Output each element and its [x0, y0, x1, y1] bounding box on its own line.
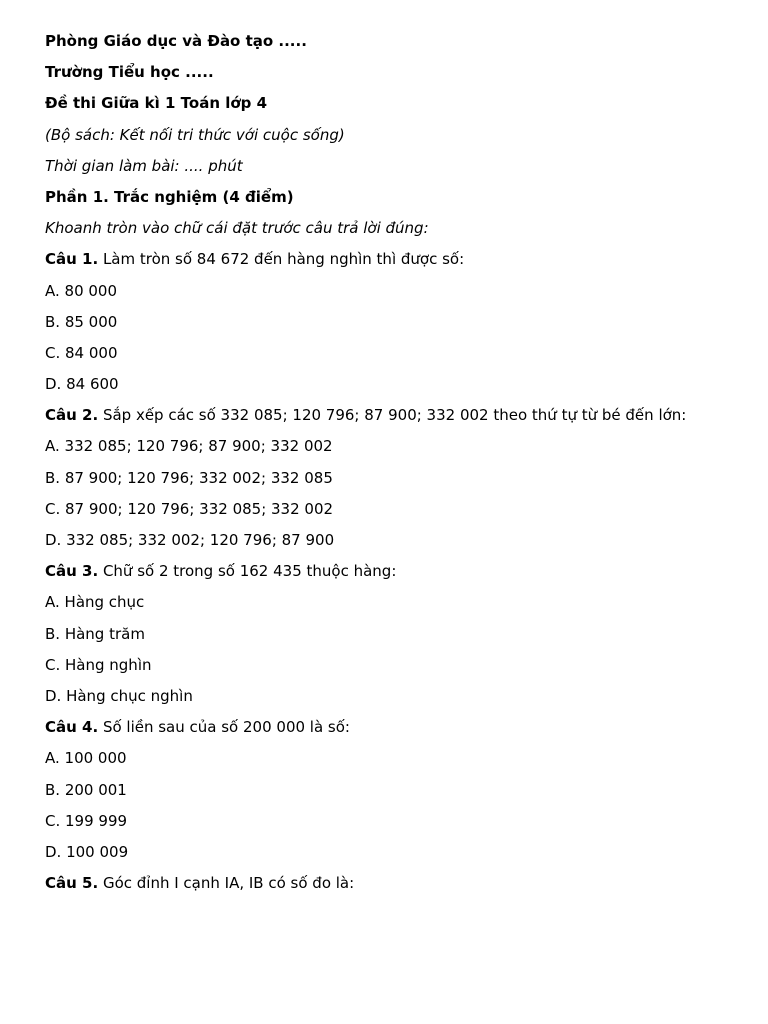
school-line: Trường Tiểu học ..... — [45, 63, 214, 82]
question-4-option-a: A. 100 000 — [45, 749, 127, 768]
question-1-label: Câu 1. — [45, 250, 99, 269]
question-2-option-a: A. 332 085; 120 796; 87 900; 332 002 — [45, 437, 333, 456]
question-4 — [45, 715, 723, 746]
question-1-option-b: B. 85 000 — [45, 312, 118, 331]
question-1-option-d: D. 84 600 — [45, 375, 119, 394]
question-3 — [45, 559, 723, 590]
question-5-label: Câu 5. — [45, 874, 99, 893]
question-2-option-c: C. 87 900; 120 796; 332 085; 332 002 — [45, 499, 334, 518]
question-3-text: Chữ số 2 trong số 162 435 thuộc hàng: — [98, 562, 397, 581]
question-2-label: Câu 2. — [45, 406, 99, 425]
section-instruction: Khoanh tròn vào chữ cái đặt trước câu trả lời đúng: — [45, 219, 429, 238]
book-series-line: (Bộ sách: Kết nối tri thức với cuộc sống) — [45, 125, 345, 144]
question-1 — [45, 247, 723, 278]
question-5-text: Góc đỉnh I cạnh IA, IB có số đo là: — [98, 874, 355, 893]
question-3-option-c: C. Hàng nghìn — [45, 655, 152, 674]
question-4-option-c: C. 199 999 — [45, 811, 128, 830]
question-4-label: Câu 4. — [45, 718, 99, 737]
question-1-option-c: C. 84 000 — [45, 343, 118, 362]
question-5 — [45, 871, 723, 902]
question-2-text: Sắp xếp các số 332 085; 120 796; 87 900; 332 002 theo thứ tự từ bé đến lớn: — [98, 406, 687, 425]
duration-line: Thời gian làm bài: .... phút — [45, 156, 243, 175]
question-4-option-b: B. 200 001 — [45, 780, 127, 799]
question-2 — [45, 403, 723, 434]
question-2-option-b: B. 87 900; 120 796; 332 002; 332 085 — [45, 468, 333, 487]
question-4-option-d: D. 100 009 — [45, 842, 129, 861]
exam-title: Đề thi Giữa kì 1 Toán lớp 4 — [45, 94, 268, 113]
question-4-text: Số liền sau của số 200 000 là số: — [98, 718, 350, 737]
section-title: Phần 1. Trắc nghiệm (4 điểm) — [45, 187, 294, 206]
question-1-text: Làm tròn số 84 672 đến hàng nghìn thì được số: — [98, 250, 465, 269]
question-1-option-a: A. 80 000 — [45, 281, 118, 300]
question-3-option-b: B. Hàng trăm — [45, 624, 145, 643]
department-line: Phòng Giáo dục và Đào tạo ..... — [45, 32, 307, 50]
question-2-option-d: D. 332 085; 332 002; 120 796; 87 900 — [45, 531, 335, 549]
question-3-label: Câu 3. — [45, 562, 99, 581]
question-3-option-a: A. Hàng chục — [45, 593, 145, 612]
question-3-option-d: D. Hàng chục nghìn — [45, 686, 193, 705]
